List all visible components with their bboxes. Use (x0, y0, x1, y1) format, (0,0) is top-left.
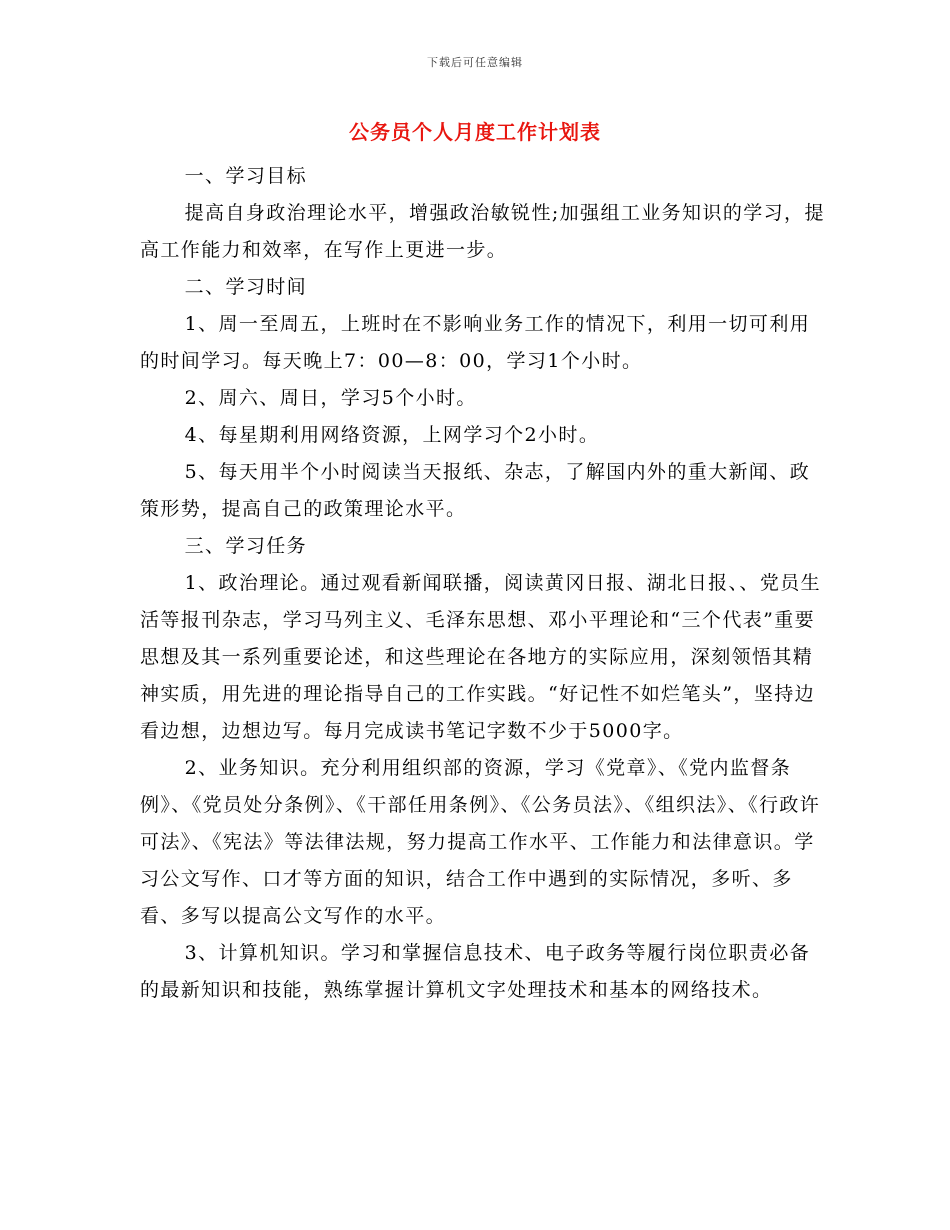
document-title: 公务员个人月度工作计划表 (349, 120, 601, 144)
paragraph-online-study: 4、每星期利用网络资源，上网学习个2小时。 (184, 424, 600, 446)
paragraph-computer-knowledge: 3、计算机知识。学习和掌握信息技术、电子政务等履行岗位职责必备的最新知识和技能，熟练掌握计算机文字处理技术和基本的网络技术。 (140, 942, 811, 1001)
paragraph-learning-goals: 提高自身政治理论水平，增强政治敏锐性;加强组工业务知识的学习，提高工作能力和效率，在写作上更进一步。 (140, 202, 825, 261)
paragraph-news-reading: 5、每天用半个小时阅读当天报纸、杂志，了解国内外的重大新闻、政策形势，提高自己的政策理论水平。 (140, 461, 811, 520)
paragraph-weekday-study: 1、周一至周五，上班时在不影响业务工作的情况下，利用一切可利用的时间学习。每天晚上7：00—8：00，学习1个小时。 (140, 313, 811, 372)
section-heading-learning-goals: 一、学习目标 (184, 165, 308, 187)
paragraph-business-knowledge: 2、业务知识。充分利用组织部的资源，学习《党章》、《党内监督条例》、《党员处分条例》、《干部任用条例》、《公务员法》、《组织法》、《行政许可法》、《宪法》等法律法规，努力提高工作水平、工作能力和法律意识。学习公文写作、口才等方面的知识，结合工作中遇到的实际情况，多听、多看、多写以提高公文写作的水平。 (140, 757, 821, 927)
section-heading-learning-time: 二、学习时间 (184, 276, 308, 298)
header-note: 下载后可任意编辑 (427, 56, 523, 69)
paragraph-weekend-study: 2、周六、周日，学习5个小时。 (184, 387, 477, 409)
section-heading-learning-tasks: 三、学习任务 (184, 535, 308, 557)
document-body (140, 158, 830, 1009)
paragraph-political-theory: 1、政治理论。通过观看新闻联播，阅读黄冈日报、湖北日报、、党员生活等报刊杂志，学习马列主义、毛泽东思想、邓小平理论和“三个代表”重要思想及其一系列重要论述，和这些理论在各地方的实际应用，深刻领悟其精神实质，用先进的理论指导自己的工作实践。“好记性不如烂笔头”，坚持边看边想，边想边写。每月完成读书笔记字数不少于5000字。 (140, 572, 822, 742)
